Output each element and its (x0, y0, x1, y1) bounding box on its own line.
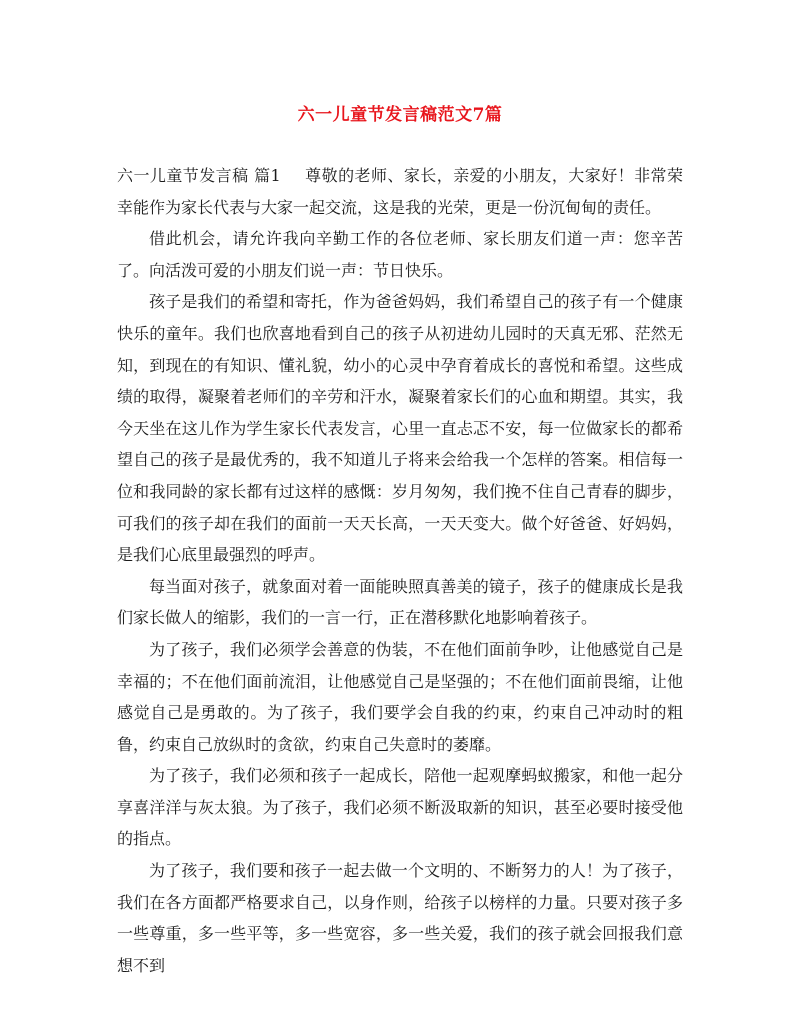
paragraph-4: 每当面对孩子，就象面对着一面能映照真善美的镜子，孩子的健康成长是我们家长做人的缩影，我们的一言一行，正在潜移默化地影响着孩子。 (117, 576, 683, 628)
paragraph-2: 借此机会，请允许我向辛勤工作的各位老师、家长朋友们道一声：您辛苦了。向活泼可爱的小朋友们说一声：节日快乐。 (117, 229, 683, 280)
paragraph-7: 为了孩子，我们要和孩子一起去做一个文明的、不断努力的人！为了孩子，我们在各方面都严格要求自己，以身作则，给孩子以榜样的力量。只要对孩子多一些尊重，多一些平等，多一些宽容，多一些关爱，我们的孩子就会回报我们意想不到 (117, 861, 683, 975)
section-heading: 六一儿童节发言稿 篇1 (117, 166, 281, 185)
document-title: 六一儿童节发言稿范文7篇 (297, 105, 503, 125)
paragraph-6: 为了孩子，我们必须和孩子一起成长，陪他一起观摩蚂蚁搬家，和他一起分享喜洋洋与灰太狼。为了孩子，我们必须不断汲取新的知识，甚至必要时接受他的指点。 (117, 766, 683, 849)
paragraph-3: 孩子是我们的希望和寄托，作为爸爸妈妈，我们希望自己的孩子有一个健康快乐的童年。我们也欣喜地看到自己的孩子从初进幼儿园时的天真无邪、茫然无知，到现在的有知识、懂礼貌，幼小的心灵中孕育着成长的喜悦和希望。这些成绩的取得，凝聚着老师们的辛劳和汗水，凝聚着家长们的心血和期望。其实，我今天坐在这儿作为学生家长代表发言，心里一直忐忑不安，每一位做家长的都希望自己的孩子是最优秀的，我不知道儿子将来会给我一个怎样的答案。相信每一位和我同龄的家长都有过这样的感慨：岁月匆匆，我们挽不住自己青春的脚步，可我们的孩子却在我们的面前一天天长高，一天天变大。做个好爸爸、好妈妈，是我们心底里最强烈的呼声。 (117, 292, 683, 565)
paragraph-5: 为了孩子，我们必须学会善意的伪装，不在他们面前争吵，让他感觉自己是幸福的；不在他们面前流泪，让他感觉自己是坚强的；不在他们面前畏缩，让他感觉自己是勇敢的。为了孩子，我们要学会自我的约束，约束自己冲动时的粗鲁，约束自己放纵时的贪欲，约束自己失意时的萎靡。 (117, 639, 683, 754)
paragraph-1 (117, 160, 683, 223)
paragraph-text: 尊敬的老师、家长，亲爱的小朋友，大家好！非常荣幸能作为家长代表与大家一起交流，这是我的光荣，更是一份沉甸甸的责任。 (117, 166, 683, 217)
document-body (117, 160, 683, 981)
